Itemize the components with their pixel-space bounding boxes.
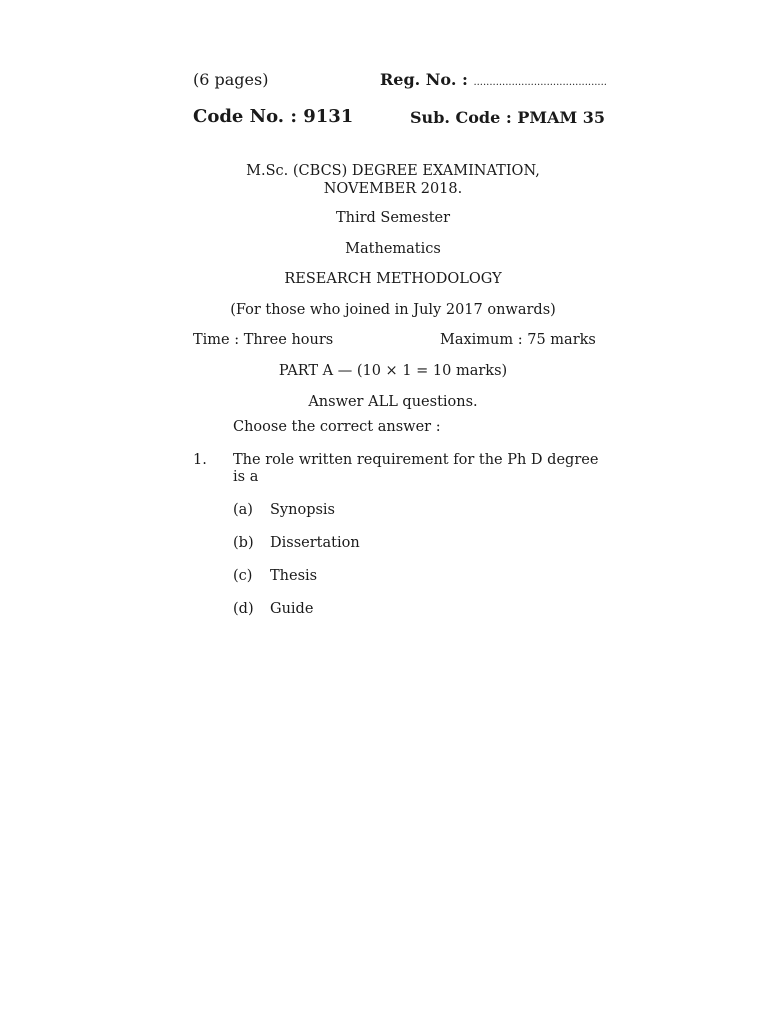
part-a-instruction: Answer ALL questions. xyxy=(308,394,478,410)
maximum-marks: Maximum : 75 marks xyxy=(440,332,596,348)
question-text-line2: is a xyxy=(233,469,259,485)
code-number: Code No. : 9131 xyxy=(193,106,354,127)
exam-title-line1: M.Sc. (CBCS) DEGREE EXAMINATION, xyxy=(246,163,540,179)
option-b-label: (b) xyxy=(233,535,254,551)
option-a-label: (a) xyxy=(233,502,253,518)
eligibility-note: (For those who joined in July 2017 onwards) xyxy=(230,302,556,318)
paper-title: RESEARCH METHODOLOGY xyxy=(284,271,502,287)
reg-no-label: Reg. No. : xyxy=(380,70,468,89)
question-text-line1: The role written requirement for the Ph D degree xyxy=(233,452,599,468)
option-c-text: Thesis xyxy=(270,568,318,584)
subject-code: Sub. Code : PMAM 35 xyxy=(410,108,606,127)
option-b-text: Dissertation xyxy=(270,535,360,551)
question-number: 1. xyxy=(193,452,207,468)
choose-instruction: Choose the correct answer : xyxy=(233,419,441,435)
reg-no-blank: .......................................... xyxy=(473,77,607,88)
part-a-heading: PART A — (10 × 1 = 10 marks) xyxy=(278,363,508,379)
option-c-label: (c) xyxy=(233,568,253,584)
semester: Third Semester xyxy=(335,210,451,226)
option-a-text: Synopsis xyxy=(270,502,335,518)
option-d-text: Guide xyxy=(270,601,314,617)
subject: Mathematics xyxy=(345,241,441,257)
option-d-label: (d) xyxy=(233,601,254,617)
page-count: (6 pages) xyxy=(193,70,269,89)
registration-number-field xyxy=(380,70,607,89)
exam-title-line2: NOVEMBER 2018. xyxy=(323,181,463,197)
exam-duration: Time : Three hours xyxy=(193,332,334,348)
